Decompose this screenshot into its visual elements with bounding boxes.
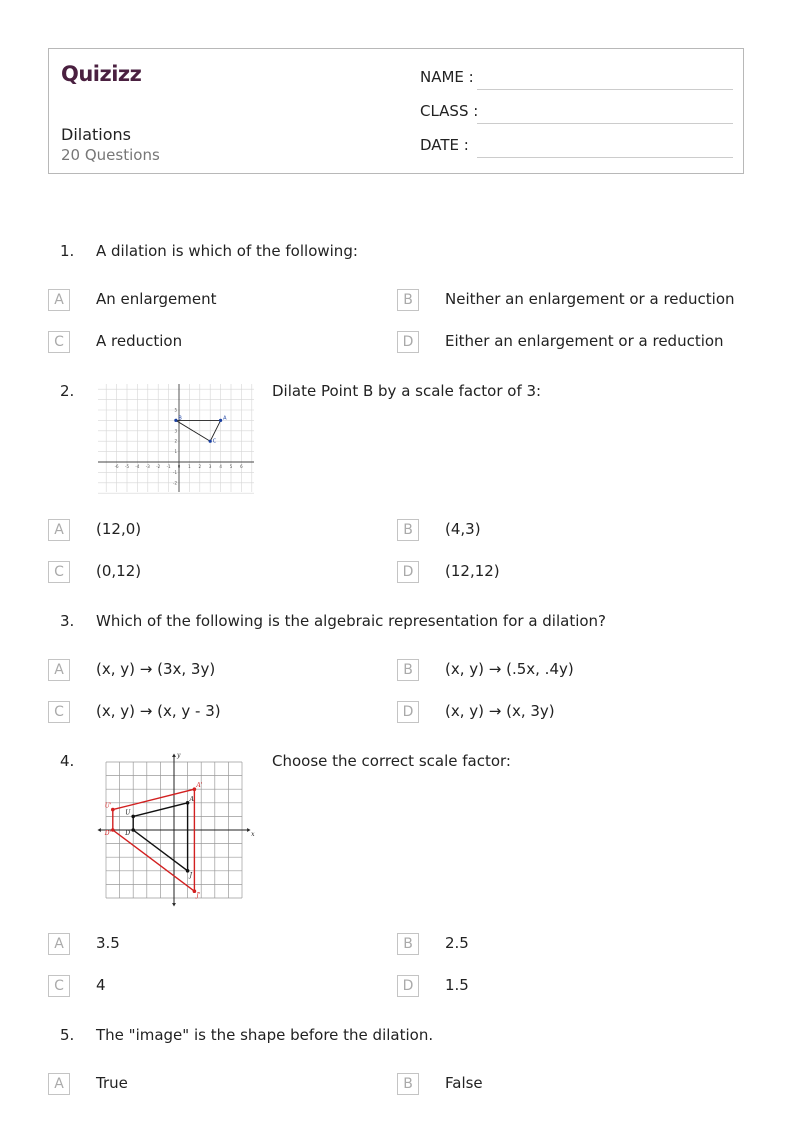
option-text: 1.5 — [445, 976, 469, 994]
logo-text: Quizizz — [61, 62, 142, 86]
option-letter-box[interactable]: B — [397, 659, 419, 681]
y-tick-label: 5 — [174, 407, 177, 413]
point-label-a: A — [223, 415, 227, 422]
question-text: Dilate Point B by a scale factor of 3: — [272, 382, 542, 400]
option-letter-box[interactable]: D — [397, 701, 419, 723]
option-letter-box[interactable]: B — [397, 1073, 419, 1095]
option-text: (x, y) → (.5x, .4y) — [445, 660, 574, 678]
option-text: True — [96, 1074, 128, 1092]
question-count: 20 Questions — [61, 146, 160, 164]
option-text: A reduction — [96, 332, 183, 350]
vertex-label-u-prime: U' — [104, 802, 112, 810]
name-input-line[interactable] — [477, 89, 733, 90]
x-axis-label: x — [251, 831, 255, 838]
x-tick-label: 1 — [188, 464, 191, 469]
x-tick-label: -4 — [135, 464, 140, 469]
vertex-label-u: U — [125, 809, 131, 817]
question-text: The "image" is the shape before the dilation. — [96, 1026, 434, 1044]
point-b — [174, 419, 177, 422]
vertex-u-prime — [111, 808, 115, 812]
name-field[interactable] — [420, 68, 733, 90]
option-letter-box[interactable]: D — [397, 331, 419, 353]
y-tick-label: 1 — [174, 449, 177, 455]
option-letter-box[interactable]: B — [397, 289, 419, 311]
option-text: Neither an enlargement or a reduction — [445, 290, 735, 308]
option-text: 4 — [96, 976, 106, 994]
worksheet-title: Dilations — [61, 125, 131, 144]
option-letter-box[interactable]: B — [397, 933, 419, 955]
option-text: (x, y) → (3x, 3y) — [96, 660, 216, 678]
vertex-label-a-prime: A' — [196, 782, 203, 790]
y-axis-arrow-up — [172, 754, 176, 757]
option-letter-box[interactable]: A — [48, 1073, 70, 1095]
date-field[interactable] — [420, 136, 733, 158]
option-letter-box[interactable]: A — [48, 289, 70, 311]
question-text: A dilation is which of the following: — [96, 242, 358, 260]
option-text: False — [445, 1074, 483, 1092]
vertex-label-d: D — [125, 830, 131, 837]
x-tick-label: -1 — [166, 464, 171, 469]
name-label: NAME : — [420, 68, 474, 86]
vertex-label-d-prime: D' — [104, 830, 112, 837]
point-label-c: C — [212, 438, 217, 445]
option-letter-box[interactable]: A — [48, 933, 70, 955]
dilation-graph — [96, 748, 255, 904]
option-letter-box[interactable]: C — [48, 331, 70, 353]
y-tick-label: 2 — [174, 438, 177, 444]
option-letter-box[interactable]: B — [397, 519, 419, 541]
class-input-line[interactable] — [477, 123, 733, 124]
option-text: (12,12) — [445, 562, 500, 580]
vertex-d — [131, 828, 135, 832]
y-tick-label: -1 — [173, 469, 177, 475]
date-input-line[interactable] — [477, 157, 733, 158]
question-text: Choose the correct scale factor: — [272, 752, 511, 770]
question-text: Which of the following is the algebraic representation for a dilation? — [96, 612, 607, 630]
point-a — [219, 419, 222, 422]
option-letter-box[interactable]: D — [397, 975, 419, 997]
worksheet-header — [48, 48, 744, 174]
vertex-label-a: A — [189, 795, 194, 803]
option-letter-box[interactable]: C — [48, 561, 70, 583]
option-text: Either an enlargement or a reduction — [445, 332, 724, 350]
option-text: (x, y) → (x, 3y) — [445, 702, 555, 720]
x-tick-label: -6 — [114, 464, 119, 469]
point-label-b: B — [178, 415, 182, 422]
vertex-label-j: J — [189, 871, 193, 879]
question-number: 5. — [60, 1026, 75, 1044]
x-tick-label: 0 — [177, 464, 181, 469]
option-text: (x, y) → (x, y - 3) — [96, 702, 221, 720]
y-tick-label: 3 — [174, 428, 177, 434]
option-letter-box[interactable]: C — [48, 975, 70, 997]
question-number: 4. — [60, 752, 75, 770]
x-axis-arrow-right — [247, 828, 250, 832]
y-axis-label: y — [177, 751, 181, 759]
y-tick-label: -2 — [173, 480, 177, 486]
option-letter-box[interactable]: A — [48, 659, 70, 681]
option-letter-box[interactable]: C — [48, 701, 70, 723]
x-tick-label: -5 — [125, 464, 129, 469]
x-tick-label: -2 — [156, 464, 161, 469]
option-text: (0,12) — [96, 562, 142, 580]
question-number: 2. — [60, 382, 75, 400]
coordinate-graph-abc — [96, 382, 256, 494]
option-text: (12,0) — [96, 520, 142, 538]
class-field[interactable] — [420, 102, 733, 124]
class-label: CLASS : — [420, 102, 479, 120]
x-tick-label: 3 — [208, 464, 212, 469]
x-axis-arrow-left — [98, 828, 101, 832]
option-letter-box[interactable]: A — [48, 519, 70, 541]
option-text: (4,3) — [445, 520, 481, 538]
option-text: An enlargement — [96, 290, 217, 308]
vertex-u — [131, 815, 135, 819]
date-label: DATE : — [420, 136, 469, 154]
y-axis-arrow-down — [172, 903, 176, 906]
option-text: 3.5 — [96, 934, 120, 952]
option-text: 2.5 — [445, 934, 469, 952]
x-tick-label: 2 — [198, 464, 202, 469]
x-tick-label: -3 — [145, 464, 150, 469]
x-tick-label: 5 — [229, 464, 233, 469]
quizizz-logo — [61, 58, 153, 88]
option-letter-box[interactable]: D — [397, 561, 419, 583]
x-tick-label: 6 — [240, 464, 243, 469]
question-number: 1. — [60, 242, 75, 260]
point-c — [209, 440, 212, 443]
x-tick-label: 4 — [219, 464, 222, 469]
vertex-label-j-prime: J' — [196, 892, 201, 900]
vertex-d-prime — [111, 828, 115, 832]
question-number: 3. — [60, 612, 75, 630]
